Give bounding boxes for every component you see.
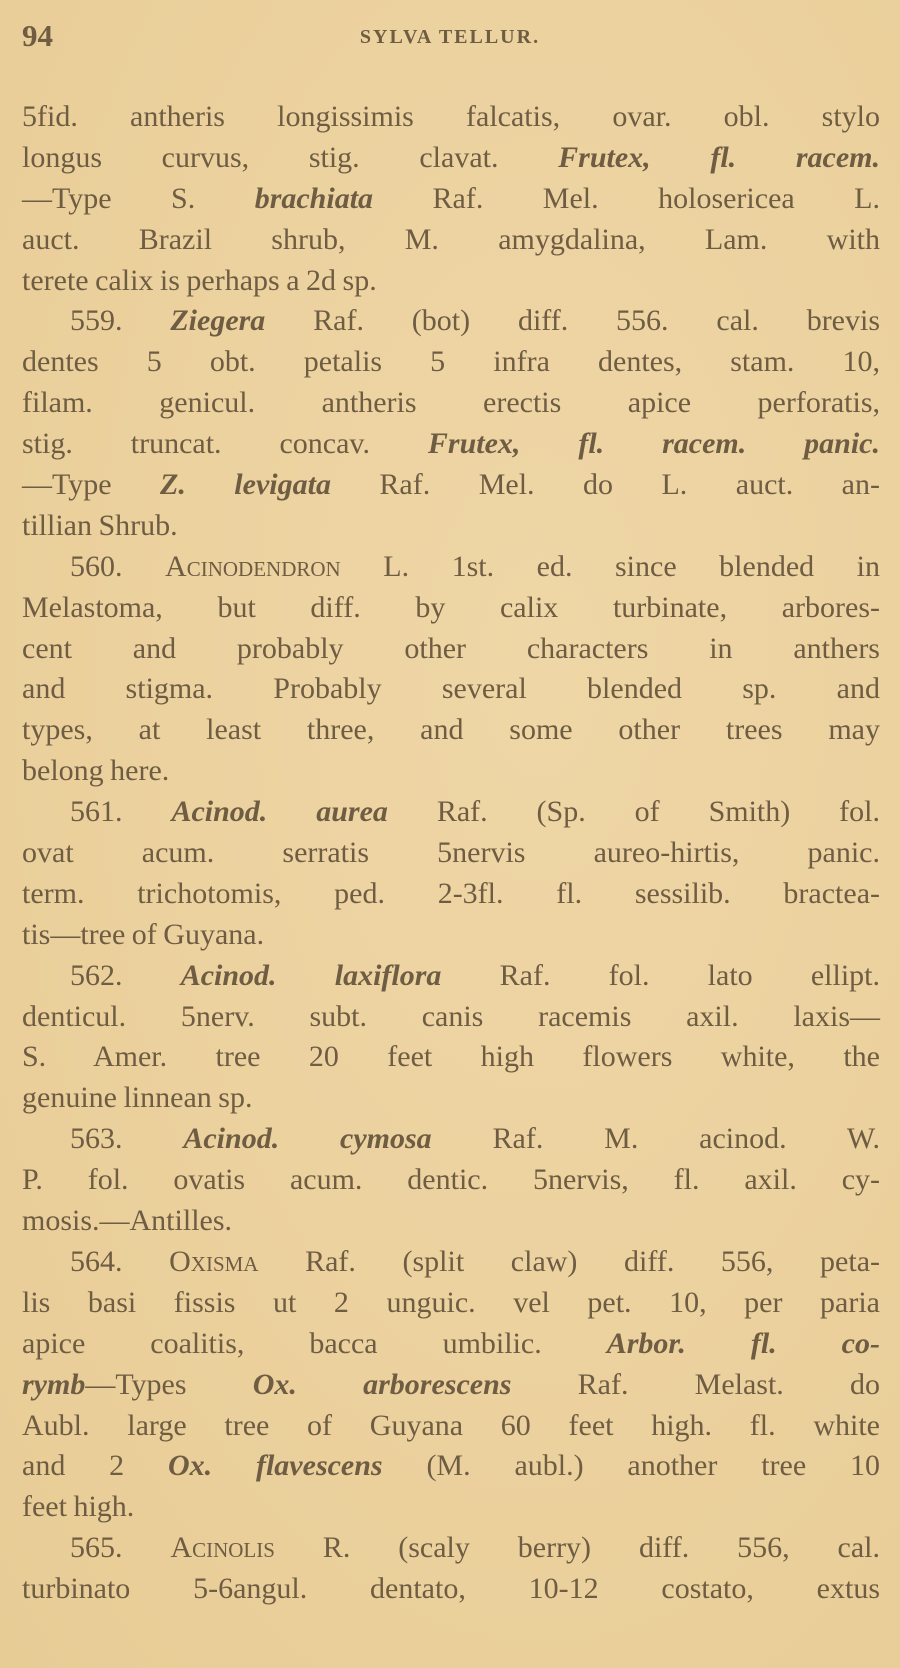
italic-text: brachiata (254, 181, 374, 215)
text-segment: tillian Shrub. (22, 508, 178, 542)
text-segment: terete calix is perhaps a 2d sp. (22, 263, 377, 297)
text-line (22, 220, 880, 261)
text-segment: and 2 (22, 1449, 168, 1483)
text-segment: cent and probably other characters in anthers (22, 631, 880, 665)
text-segment: Raf. Melast. do (511, 1367, 881, 1401)
text-segment: and stigma. Probably several blended sp. and (22, 672, 880, 706)
text-segment: Raf. fol. lato ellipt. (441, 958, 881, 992)
text-line (22, 342, 880, 383)
text-segment: 560. (70, 549, 166, 583)
text-line (22, 547, 880, 588)
text-line (22, 1160, 880, 1201)
text-line (22, 669, 880, 710)
text-line (22, 506, 880, 547)
text-segment: Raf. (split claw) diff. 556, peta- (258, 1244, 881, 1278)
text-segment: mosis.—Antilles. (22, 1204, 233, 1238)
text-line (22, 1324, 880, 1365)
text-segment: 561. (70, 795, 172, 829)
text-line (22, 1037, 880, 1078)
text-line (22, 1283, 880, 1324)
text-line (22, 1201, 880, 1242)
text-segment: ovat acum. serratis 5nervis aureo-hirtis, panic. (22, 836, 880, 870)
text-segment: Melastoma, but diff. by calix turbinate, arbores- (22, 590, 880, 624)
text-segment: filam. genicul. antheris erectis apice perforatis, (22, 386, 880, 420)
text-segment: longus curvus, stig. clavat. (22, 140, 559, 174)
text-segment: term. trichotomis, ped. 2-3fl. fl. sessilib. bractea- (22, 876, 880, 910)
italic-text: Frutex, fl. racem. (558, 140, 880, 174)
italic-text: Acinod. laxiflora (180, 958, 442, 992)
text-segment: Aubl. large tree of Guyana 60 feet high. fl. white (22, 1408, 880, 1442)
italic-text: Ziegera (170, 304, 266, 338)
text-line (22, 833, 880, 874)
running-title: SYLVA TELLUR. (359, 26, 541, 48)
text-line (22, 97, 880, 138)
italic-text: Ox. flavescens (167, 1449, 383, 1483)
text-segment: belong here. (22, 754, 170, 788)
italic-text: Z. levigata (160, 468, 331, 502)
text-line (22, 1569, 880, 1610)
italic-text: Acinod. aurea (171, 795, 388, 829)
text-line (22, 1528, 880, 1569)
text-segment: feet high. (22, 1490, 135, 1524)
text-segment: genuine linnean sp. (22, 1081, 253, 1115)
text-line (22, 792, 880, 833)
text-segment: 562. (70, 958, 181, 992)
text-line (22, 179, 880, 220)
text-segment: stig. truncat. concav. (22, 427, 428, 461)
text-line (22, 1406, 880, 1447)
text-segment: dentes 5 obt. petalis 5 infra dentes, stam. 10, (22, 345, 880, 379)
italic-text: Arbor. fl. co- (606, 1326, 880, 1360)
text-segment: types, at least three, and some other trees may (22, 713, 880, 747)
page-number: 94 (22, 18, 53, 53)
text-segment: 559. (70, 304, 171, 338)
genus-name-smallcaps: Oxisma (169, 1244, 259, 1278)
text-segment: L. 1st. ed. since blended in (340, 549, 881, 583)
text-line (22, 751, 880, 792)
text-line (22, 588, 880, 629)
italic-text: Ox. arborescens (252, 1367, 512, 1401)
text-segment: apice coalitis, bacca umbilic. (22, 1326, 607, 1360)
text-segment: Raf. M. acinod. W. (431, 1122, 880, 1156)
text-line (22, 1487, 880, 1528)
text-line (22, 1242, 880, 1283)
text-segment: Raf. (Sp. of Smith) fol. (387, 795, 880, 829)
text-segment: (M. aubl.) another tree 10 (382, 1449, 880, 1483)
text-segment: Raf. Mel. do L. auct. an- (330, 468, 880, 502)
text-segment: tis—tree of Guyana. (22, 917, 265, 951)
text-segment: denticul. 5nerv. subt. canis racemis axil. laxis— (22, 999, 880, 1033)
text-segment: 5fid. antheris longissimis falcatis, ovar. obl. stylo (22, 100, 880, 133)
text-line (22, 1119, 880, 1160)
genus-name-smallcaps: Acinodendron (165, 549, 341, 583)
text-segment: Raf. (bot) diff. 556. cal. brevis (265, 304, 881, 338)
page-header (22, 18, 878, 62)
text-line (22, 1446, 880, 1487)
text-line (22, 138, 880, 179)
text-segment: 564. (70, 1244, 170, 1278)
text-line (22, 383, 880, 424)
page-body-text (22, 97, 880, 1610)
genus-name-smallcaps: Acinolis (170, 1531, 275, 1565)
text-line (22, 629, 880, 670)
text-line (22, 915, 880, 956)
text-segment: 563. (70, 1122, 184, 1156)
text-line (22, 1078, 880, 1119)
text-segment: Raf. Mel. holosericea L. (373, 181, 881, 215)
text-line (22, 956, 880, 997)
text-segment: P. fol. ovatis acum. dentic. 5nervis, fl. axil. cy- (22, 1163, 880, 1197)
text-segment: —Types (85, 1367, 253, 1401)
text-segment: lis basi fissis ut 2 unguic. vel pet. 10, per paria (22, 1285, 880, 1319)
text-line (22, 1365, 880, 1406)
text-line (22, 301, 880, 342)
text-segment: R. (scaly berry) diff. 556, cal. (274, 1531, 880, 1565)
text-line (22, 710, 880, 751)
text-segment: —Type (22, 468, 161, 502)
text-segment: turbinato 5-6angul. dentato, 10-12 costato, extus (22, 1572, 880, 1606)
text-line (22, 424, 880, 465)
text-line (22, 261, 880, 302)
italic-text: Acinod. cymosa (183, 1122, 432, 1156)
italic-text: Frutex, fl. racem. panic. (427, 427, 880, 461)
text-segment: —Type S. (22, 181, 255, 215)
text-segment: S. Amer. tree 20 feet high flowers white, the (22, 1040, 880, 1074)
text-line (22, 874, 880, 915)
text-segment: auct. Brazil shrub, M. amygdalina, Lam. with (22, 222, 880, 256)
text-line (22, 465, 880, 506)
text-line (22, 997, 880, 1038)
text-segment: 565. (70, 1531, 171, 1565)
italic-text: rymb (22, 1367, 86, 1401)
